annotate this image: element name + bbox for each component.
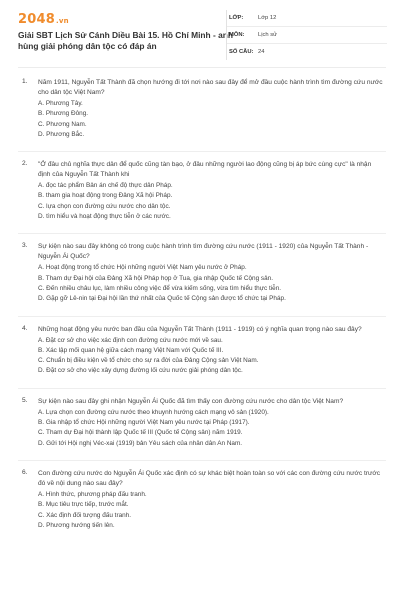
option-d: D. Gửi tới Hội nghị Véc-xai (1919) bản Yêu sách của nhân dân An Nam. (38, 439, 243, 447)
question-4 (0, 325, 400, 377)
meta-label: MÔN: (229, 32, 245, 38)
document-title: Giải SBT Lịch Sử Cánh Diều Bài 15. Hồ Chí Minh - anh hùng giải phóng dân tộc có đáp án (18, 30, 233, 51)
question-divider (18, 460, 386, 461)
option-a: A. Đặt cơ sở cho việc xác định con đường cứu nước mới về sau. (38, 336, 223, 344)
question-number: 2. (22, 160, 28, 168)
question-text: Sự kiện nào sau đây ghi nhận Nguyễn Ái Quốc đã tìm thấy con đường cứu nước cho dân tộc Việt Nam? (38, 397, 344, 405)
site-logo[interactable] (18, 12, 69, 27)
option-d: D. Phương hướng tiến lên. (38, 521, 115, 529)
meta-label: SỐ CÂU: (229, 49, 254, 55)
question-number: 3. (22, 242, 28, 250)
option-a: A. Phương Tây. (38, 100, 83, 107)
question-number: 6. (22, 468, 28, 476)
question-text: Sự kiện nào sau đây không có trong cuộc hành trình tìm đường cứu nước (1911 - 1920) của Nguyễn Tất Thành - Nguyễn Ái Quốc? (38, 243, 369, 261)
option-c: C. Xác định đối tượng đấu tranh. (38, 511, 132, 519)
question-divider (18, 388, 386, 389)
meta-row-question-count (227, 44, 387, 60)
question-divider (18, 151, 386, 152)
option-c: C. Phương Nam. (38, 120, 87, 128)
question-5 (0, 397, 400, 449)
meta-label: LỚP: (229, 15, 244, 21)
meta-value: Lớp 12 (258, 15, 277, 21)
option-b: B. Phương Đông. (38, 110, 89, 118)
question-text: Năm 1911, Nguyễn Tất Thành đã chọn hướng đi tới nơi nào sau đây để mở đầu cuộc hành trình tìm đường cứu nước cho dân tộc Việt Nam? (38, 79, 383, 96)
page-header (0, 0, 400, 62)
option-b: B. Gia nhập tổ chức Hội những người Việt Nam yêu nước tại Pháp (1917). (38, 419, 250, 427)
question-1 (0, 78, 400, 140)
option-b: B. Xác lập mối quan hệ giữa cách mạng Việt Nam với Quốc tế III. (38, 346, 224, 354)
question-number: 1. (22, 78, 28, 85)
logo-main: 2048 (18, 12, 55, 27)
option-c: C. Chuẩn bị điều kiện về tổ chức cho sự ra đời của Đảng Cộng sản Việt Nam. (38, 357, 259, 365)
question-number: 4. (22, 324, 28, 332)
option-d: D. Phương Bắc. (38, 130, 85, 138)
header-divider (18, 67, 386, 68)
option-c: C. Tham dự Đại hội thành lập Quốc tế III (Quốc tế Cộng sản) năm 1919. (38, 429, 243, 437)
option-d: D. tìm hiểu và hoạt động thực tiễn ở các nước. (38, 213, 171, 221)
question-text: Con đường cứu nước do Nguyễn Ái Quốc xác định có sự khác biệt hoàn toàn so với các con đường cứu nước trước đó về nội dung nào sau đây? (38, 469, 381, 487)
logo-suffix: .vn (55, 17, 69, 25)
question-divider (18, 316, 386, 317)
option-c: C. Đến nhiều châu lục, làm nhiều công việc để vừa kiếm sống, vừa tìm hiểu thực tiễn. (38, 284, 282, 292)
meta-table (226, 10, 387, 60)
question-list (0, 78, 400, 542)
option-c: C. lựa chọn con đường cứu nước cho dân tộc. (38, 202, 171, 210)
meta-row-subject (227, 27, 387, 44)
option-a: A. Hoạt động trong tổ chức Hội những người Việt Nam yêu nước ở Pháp. (38, 264, 247, 272)
option-d: D. Gặp gỡ Lê-nin tại Đại hội lần thứ nhất của Quốc tế Cộng sản được tổ chức tại Pháp. (38, 295, 286, 303)
question-3 (0, 242, 400, 304)
question-number: 5. (22, 396, 28, 404)
option-a: A. Lựa chọn con đường cứu nước theo khuynh hướng cách mạng vô sản (1920). (38, 408, 269, 416)
option-b: B. Mục tiêu trực tiếp, trước mắt. (38, 501, 129, 509)
question-6 (0, 469, 400, 531)
option-a: A. Hình thức, phương pháp đấu tranh. (38, 490, 147, 498)
meta-value: Lịch sử (258, 32, 278, 38)
meta-row-grade (227, 10, 387, 27)
meta-value: 24 (258, 49, 265, 55)
option-b: B. Tham dự Đại hội của Đảng Xã hội Pháp họp ở Tua, gia nhập Quốc tế Cộng sản. (38, 274, 274, 282)
option-a: A. đọc tác phẩm Bản án chế độ thực dân Pháp. (38, 182, 173, 190)
question-text: Những hoạt động yêu nước ban đầu của Nguyễn Tất Thành (1911 - 1919) có ý nghĩa quan trọng nào sau đây? (38, 325, 362, 333)
question-text: "Ở đâu chủ nghĩa thực dân để quốc cũng tàn bạo, ở đâu những người lao động cũng bị áp bức cùng cực" là nhận định của Nguyễn Tất Thành khi (38, 161, 372, 179)
option-b: B. tham gia hoạt động trong Đảng Xã hội Pháp. (38, 192, 173, 200)
option-d: D. Đặt cơ sở cho việc xây dựng đường lối cứu nước giải phóng dân tộc. (38, 367, 243, 375)
question-2 (0, 160, 400, 222)
question-divider (18, 233, 386, 234)
